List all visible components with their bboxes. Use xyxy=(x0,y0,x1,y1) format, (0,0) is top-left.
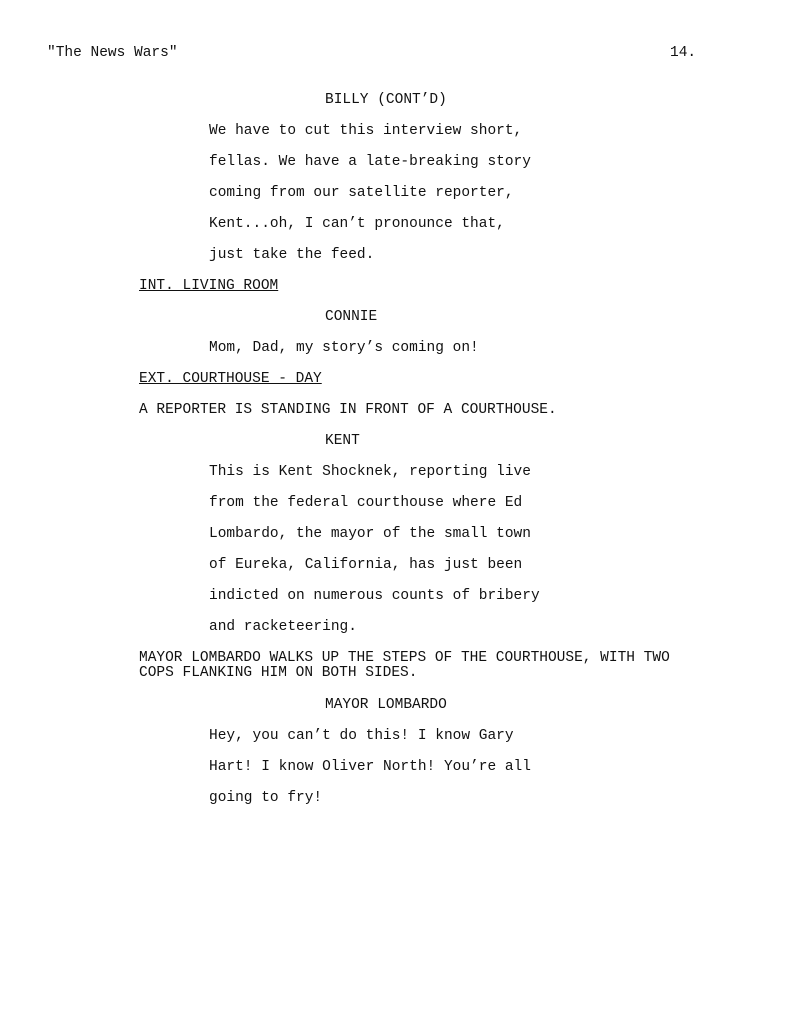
script-title: "The News Wars" xyxy=(47,45,178,61)
scene-heading-courthouse: EXT. COURTHOUSE - DAY xyxy=(139,371,322,387)
character-cue-billy: BILLY (CONT’D) xyxy=(325,92,447,108)
character-cue-connie: CONNIE xyxy=(325,309,378,325)
dialogue-line: We have to cut this interview short, xyxy=(209,123,523,139)
dialogue-line: Kent...oh, I can’t pronounce that, xyxy=(209,216,505,232)
dialogue-line: Lombardo, the mayor of the small town xyxy=(209,526,531,542)
dialogue-line: Mom, Dad, my story’s coming on! xyxy=(209,340,479,356)
page-number: 14. xyxy=(670,45,697,61)
action-line: MAYOR LOMBARDO WALKS UP THE STEPS OF THE COURTHOUSE, WITH TWO xyxy=(139,650,670,666)
dialogue-line: fellas. We have a late-breaking story xyxy=(209,154,531,170)
dialogue-line: This is Kent Shocknek, reporting live xyxy=(209,464,531,480)
dialogue-line: of Eureka, California, has just been xyxy=(209,557,523,573)
character-cue-kent: KENT xyxy=(325,433,360,449)
dialogue-line: coming from our satellite reporter, xyxy=(209,185,514,201)
dialogue-line: and racketeering. xyxy=(209,619,357,635)
dialogue-line: going to fry! xyxy=(209,790,323,806)
dialogue-line: just take the feed. xyxy=(209,247,375,263)
character-cue-mayor: MAYOR LOMBARDO xyxy=(325,697,447,713)
scene-heading-living-room: INT. LIVING ROOM xyxy=(139,278,279,294)
dialogue-line: indicted on numerous counts of bribery xyxy=(209,588,540,604)
dialogue-line: from the federal courthouse where Ed xyxy=(209,495,523,511)
dialogue-line: Hart! I know Oliver North! You’re all xyxy=(209,759,531,775)
action-line: COPS FLANKING HIM ON BOTH SIDES. xyxy=(139,665,418,681)
dialogue-line: Hey, you can’t do this! I know Gary xyxy=(209,728,514,744)
action-line: A REPORTER IS STANDING IN FRONT OF A COURTHOUSE. xyxy=(139,402,557,418)
